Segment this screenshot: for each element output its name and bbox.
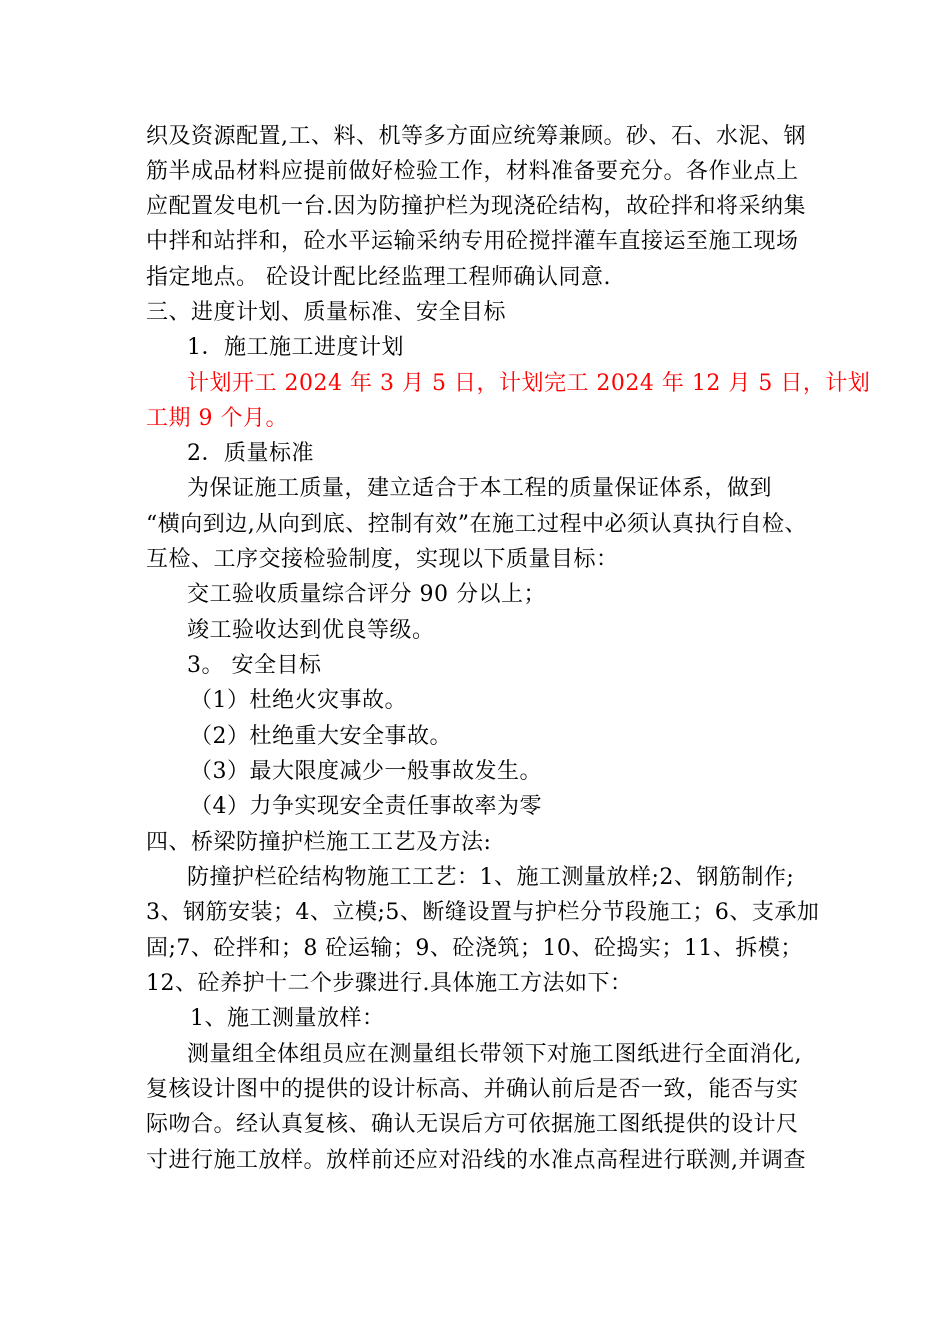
text-line: 织及资源配置,工、料、机等多方面应统筹兼顾。砂、石、水泥、钢 bbox=[146, 124, 806, 149]
text-line: 指定地点。 砼设计配比经监理工程师确认同意. bbox=[146, 265, 611, 290]
text-line: 互检、工序交接检验制度，实现以下质量目标： bbox=[146, 547, 619, 572]
subsection-heading: 1、施工测量放样： bbox=[190, 1006, 385, 1031]
text-line: 12、砼养护十二个步骤进行.具体施工方法如下： bbox=[146, 971, 633, 996]
list-item: （1）杜绝火灾事故。 bbox=[190, 688, 407, 713]
text-line: 筋半成品材料应提前做好检验工作，材料准备要充分。各作业点上 bbox=[146, 159, 799, 184]
subsection-heading: 1．施工施工进度计划 bbox=[187, 335, 404, 360]
highlighted-text-line: 工期 9 个月。 bbox=[146, 406, 288, 431]
text-line: 际吻合。经认真复核、确认无误后方可依据施工图纸提供的设计尺 bbox=[146, 1112, 799, 1137]
text-line: 应配置发电机一台.因为防撞护栏为现浇砼结构，故砼拌和将采纳集 bbox=[146, 194, 806, 219]
list-item: （2）杜绝重大安全事故。 bbox=[190, 724, 452, 749]
text-line: 防撞护栏砼结构物施工工艺：1、施工测量放样;2、钢筋制作; bbox=[187, 865, 795, 890]
subsection-heading: 2．质量标准 bbox=[187, 441, 314, 466]
text-line: 固;7、砼拌和；8 砼运输；9、砼浇筑；10、砼捣实；11、拆模； bbox=[146, 936, 803, 961]
text-line: 复核设计图中的提供的设计标高、并确认前后是否一致，能否与实 bbox=[146, 1077, 799, 1102]
text-line: 3、钢筋安装；4、立模;5、断缝设置与护栏分节段施工；6、支承加 bbox=[146, 900, 820, 925]
subsection-heading: 3。 安全目标 bbox=[187, 653, 322, 678]
text-line: 为保证施工质量，建立适合于本工程的质量保证体系，做到 bbox=[187, 476, 773, 501]
list-item: （4）力争实现安全责任事故率为零 bbox=[190, 794, 542, 819]
highlighted-text-line: 计划开工 2024 年 3 月 5 日，计划完工 2024 年 12 月 5 日，计划 bbox=[187, 371, 871, 396]
text-line: 交工验收质量综合评分 90 分以上； bbox=[187, 582, 546, 607]
text-line: 中拌和站拌和，砼水平运输采纳专用砼搅拌灌车直接运至施工现场 bbox=[146, 229, 799, 254]
list-item: （3）最大限度减少一般事故发生。 bbox=[190, 759, 542, 784]
text-line: 测量组全体组员应在测量组长带领下对施工图纸进行全面消化, bbox=[187, 1042, 802, 1067]
text-line: 竣工验收达到优良等级。 bbox=[187, 618, 435, 643]
text-line: “横向到边,从向到底、控制有效”在施工过程中必须认真执行自检、 bbox=[146, 512, 807, 537]
text-line: 寸进行施工放样。放样前还应对沿线的水准点高程进行联测,并调查 bbox=[146, 1148, 806, 1173]
section-heading: 三、进度计划、质量标准、安全目标 bbox=[146, 300, 507, 325]
section-heading: 四、桥梁防撞护栏施工工艺及方法: bbox=[146, 830, 492, 855]
